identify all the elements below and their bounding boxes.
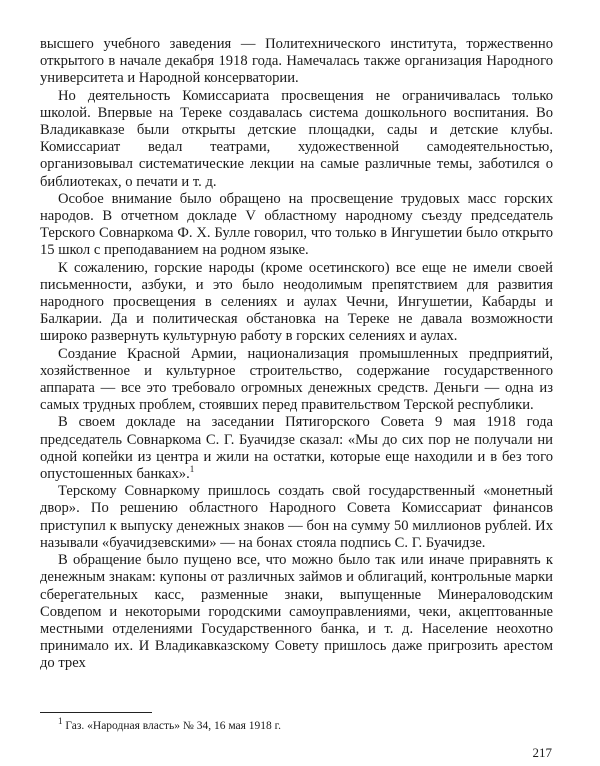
paragraph-1: высшего учебного заведения — Политехнического института, торжественно открытого в начале декабря 1918 года. Намечалась также организация Народного университета и Народной консерватории. <box>40 36 553 87</box>
footnote-text: Газ. «Народная власть» № 34, 16 мая 1918 г. <box>65 720 281 732</box>
paragraph-2: Но деятельность Комиссариата просвещения не ограничивалась только школой. Впервые на Тереке создавалась система дошкольного воспитания. Во Владикавказе были открыты детские площадки, сады и детские клубы. Комиссариат ведал театрами, художественной самодеятельностью, организовывал систематические лекции на самые различные темы, заботился о библиотеках, о печати и т. д. <box>40 87 553 190</box>
paragraph-7: Терскому Совнаркому пришлось создать свой государственный «монетный двор». По решению областного Народного Совета Комиссариат финансов приступил к выпуску денежных знаков — бон на сумму 50 миллионов рублей. Их называли «буачидзевскими» — на бонах стояла подпись С. Г. Буачидзе. <box>40 483 553 551</box>
paragraph-4: К сожалению, горские народы (кроме осетинского) все еще не имели своей письменности, азбуки, и это было неодолимым препятствием для развития народного просвещения в селениях и аулах Чечни, Ингушетии, Кабарды и Балкарии. Да и политическая обстановка на Тереке не давала возможности широко развернуть культурную работу в горских селениях и аулах. <box>40 259 553 345</box>
body-text <box>40 36 553 673</box>
paragraph-6-text: В своем докладе на заседании Пятигорского Совета 9 мая 1918 года председатель Совнаркома С. Г. Буачидзе сказал: «Мы до сих пор не получали ни одной копейки из центра и жили на остатки, которые еще находили и в без того опустошенных банках». <box>40 414 553 483</box>
paragraph-8: В обращение было пущено все, что можно было так или иначе приравнять к денежным знакам: купоны от различных займов и облигаций, контрольные марки сберегательных касс, разменные знаки, выпущенные Минераловодским Совдепом и некоторыми городскими самоуправлениями, чеки, акцептованные местными отделениями Государственного банка, и т. д. Население неохотно принимало их. И Владикавказскому Совету пришлось даже пригрозить арестом до трех <box>40 552 553 672</box>
paragraph-5: Создание Красной Армии, национализация промышленных предприятий, хозяйственное и культурное строительство, содержание государственного аппарата — все это требовало огромных денежных средств. Деньги — одна из самых трудных проблем, стоявших перед правительством Терской республики. <box>40 345 553 414</box>
footnote-reference: 1 <box>189 464 195 475</box>
footnote-divider <box>40 712 152 713</box>
page-number: 217 <box>532 745 552 760</box>
paragraph-6 <box>40 414 553 483</box>
footnote-marker: 1 <box>58 716 63 727</box>
paragraph-3: Особое внимание было обращено на просвещение трудовых масс горских народов. В отчетном докладе V областному народному съезду председатель Терского Совнаркома Ф. Х. Булле говорил, что только в Ингушетии было открыто 15 школ с преподаванием на родном языке. <box>40 190 553 259</box>
footnote <box>58 716 281 733</box>
